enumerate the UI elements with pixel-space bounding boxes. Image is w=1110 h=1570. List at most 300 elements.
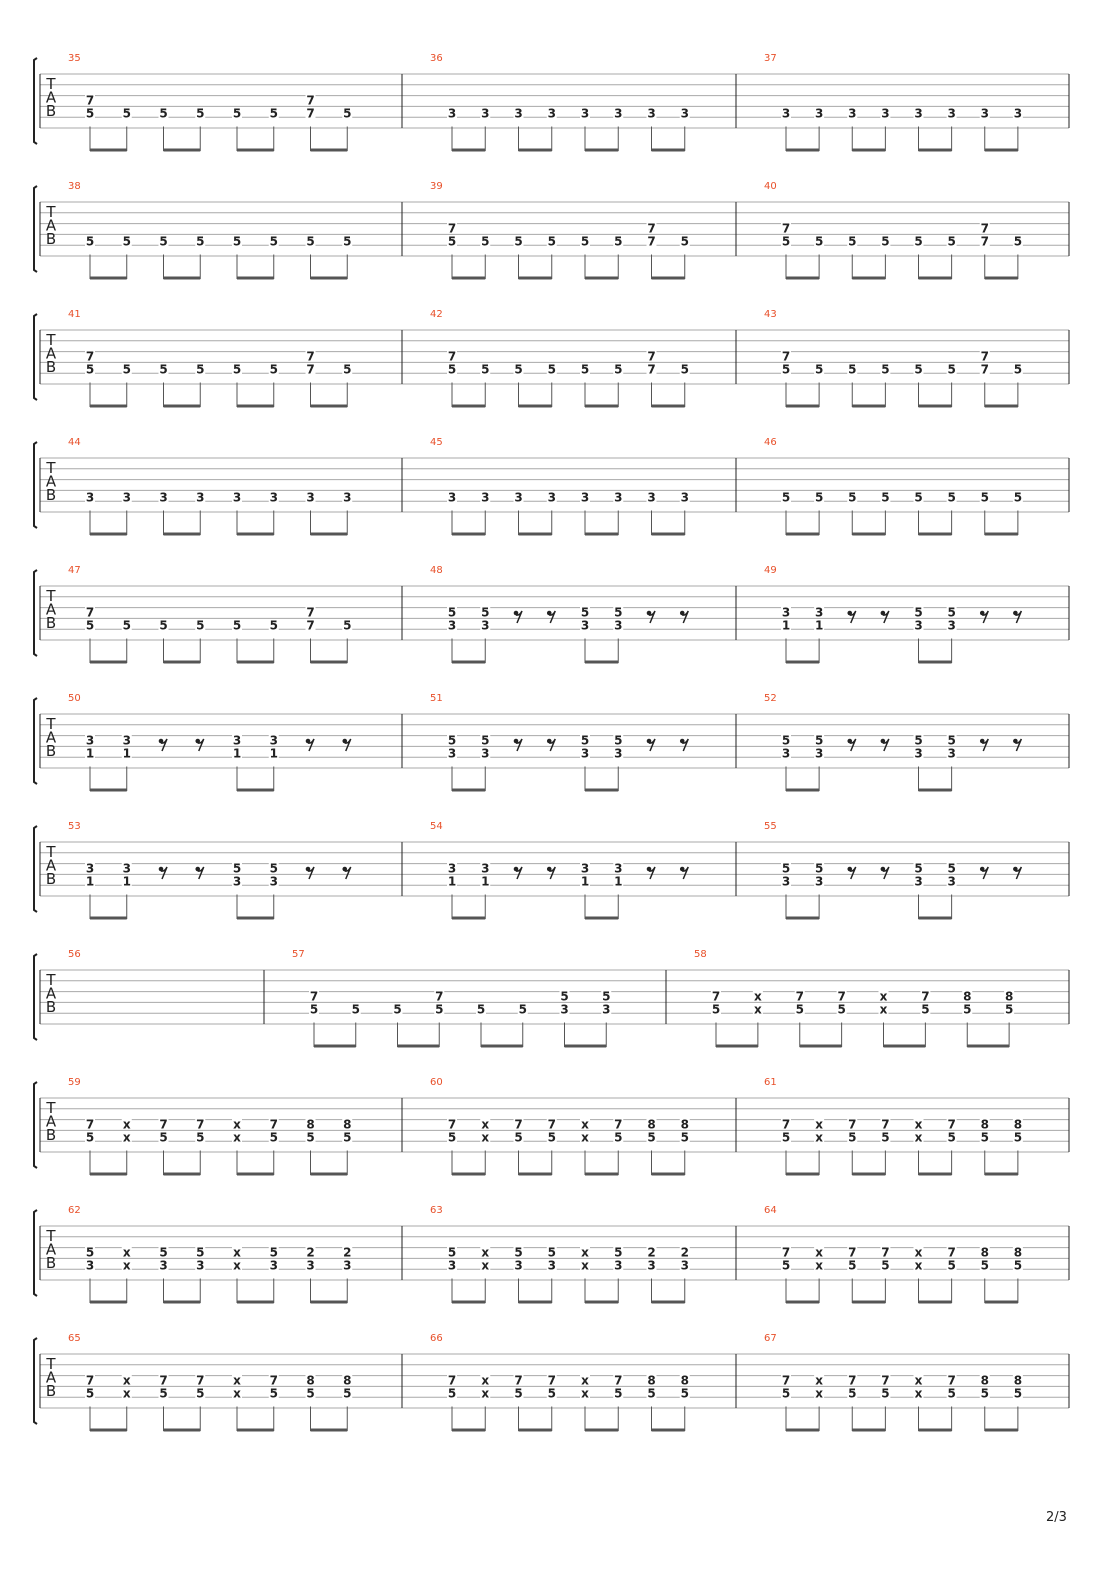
fret-number: 5 [914, 605, 923, 620]
fret-number: 5 [914, 733, 923, 748]
fret-number: 1 [614, 874, 623, 889]
fret-number: 5 [196, 362, 205, 377]
tab-system [34, 1205, 1069, 1304]
fret-number: 7 [447, 1117, 457, 1132]
note-beam [164, 149, 201, 152]
fret-number: 7 [447, 221, 457, 236]
eighth-rest-icon [514, 739, 522, 751]
eighth-rest-icon [647, 611, 655, 623]
fret-number: 5 [614, 234, 623, 249]
fret-number: 5 [514, 362, 523, 377]
fret-number: 3 [914, 874, 923, 889]
fret-number: x [815, 1117, 823, 1132]
fret-number: 5 [947, 1130, 956, 1145]
fret-number: 7 [306, 618, 315, 633]
eighth-rest-icon [1013, 739, 1021, 751]
fret-number: 5 [980, 1258, 989, 1273]
fret-number: 7 [647, 234, 656, 249]
measure-number: 37 [764, 53, 777, 64]
fret-number: 5 [1004, 1002, 1014, 1017]
note-beam [786, 277, 819, 280]
fret-number: x [815, 1373, 823, 1388]
note-beam [311, 1173, 348, 1176]
fret-number: 7 [269, 1117, 278, 1132]
fret-number: 5 [614, 362, 623, 377]
eighth-rest-icon [881, 867, 889, 879]
note-beam [90, 533, 127, 536]
measure-number: 52 [764, 693, 777, 704]
measure-number: 67 [764, 1333, 777, 1344]
fret-number: 5 [881, 1130, 890, 1145]
fret-number: 5 [196, 1245, 205, 1260]
fret-number: 5 [343, 1130, 352, 1145]
fret-number: 5 [947, 234, 956, 249]
fret-number: 3 [447, 1258, 457, 1273]
fret-number: x [581, 1117, 589, 1132]
fret-number: 5 [1013, 1258, 1023, 1273]
tab-clef-letter: A [45, 216, 57, 235]
note-beam [852, 1301, 885, 1304]
fret-number: 5 [481, 605, 490, 620]
note-beam [716, 1045, 758, 1048]
fret-number: 5 [781, 1130, 791, 1145]
fret-number: x [481, 1386, 490, 1401]
fret-number: 3 [580, 861, 590, 876]
fret-number: x [581, 1245, 589, 1260]
fret-number: 3 [481, 490, 490, 505]
measure-number: 39 [430, 181, 443, 192]
note-beam [519, 1429, 552, 1432]
fret-number: 5 [980, 490, 989, 505]
fret-number: 5 [881, 362, 890, 377]
note-beam [237, 1173, 274, 1176]
note-beam [652, 149, 685, 152]
note-beam [919, 789, 952, 792]
eighth-rest-icon [980, 611, 988, 623]
fret-number: x [233, 1258, 241, 1273]
fret-number: 7 [947, 1245, 956, 1260]
fret-number: 5 [547, 1245, 556, 1260]
fret-number: x [879, 989, 888, 1004]
tab-clef-letter: T [46, 715, 56, 733]
fret-number: 5 [196, 618, 205, 633]
note-beam [90, 149, 127, 152]
fret-number: 5 [447, 234, 457, 249]
fret-number: 5 [122, 618, 131, 633]
note-beam [90, 277, 127, 280]
eighth-rest-icon [306, 739, 314, 751]
note-beam [237, 661, 274, 664]
note-beam [852, 277, 885, 280]
fret-number: x [754, 989, 762, 1004]
fret-number: x [481, 1373, 490, 1388]
note-beam [786, 789, 819, 792]
fret-number: 5 [914, 234, 923, 249]
tab-system [34, 181, 1069, 280]
note-beam [652, 277, 685, 280]
fret-number: 7 [547, 1117, 556, 1132]
fret-number: 5 [848, 1386, 857, 1401]
fret-number: 7 [947, 1117, 956, 1132]
fret-number: 5 [781, 234, 791, 249]
fret-number: 5 [680, 362, 689, 377]
tab-clef-letter: B [45, 358, 57, 376]
fret-number: 7 [85, 349, 95, 364]
fret-number: x [481, 1258, 490, 1273]
fret-number: 5 [269, 1130, 278, 1145]
eighth-rest-icon [195, 867, 203, 879]
note-beam [237, 1301, 274, 1304]
tab-clef-letter: A [45, 728, 57, 747]
fret-number: 5 [947, 861, 956, 876]
measure-number: 49 [764, 565, 777, 576]
note-beam [585, 533, 618, 536]
tab-clef-letter: B [45, 486, 57, 504]
fret-number: 8 [680, 1117, 689, 1132]
fret-number: 7 [196, 1117, 205, 1132]
tab-clef-letter: A [45, 88, 57, 107]
fret-number: 7 [435, 989, 444, 1004]
note-beam [985, 149, 1018, 152]
fret-number: 3 [614, 746, 623, 761]
fret-number: 7 [980, 221, 989, 236]
note-beam [311, 661, 348, 664]
note-beam [452, 661, 485, 664]
fret-number: 3 [814, 106, 824, 121]
fret-number: 7 [881, 1373, 890, 1388]
fret-number: 3 [914, 106, 923, 121]
fret-number: 1 [85, 874, 95, 889]
tab-clef-letter: B [45, 1382, 57, 1400]
note-beam [452, 1173, 485, 1176]
note-beam [481, 1045, 523, 1048]
eighth-rest-icon [159, 739, 167, 751]
fret-number: 3 [447, 490, 457, 505]
tab-clef-letter: T [46, 331, 56, 349]
fret-number: 7 [85, 93, 95, 108]
fret-number: 8 [980, 1117, 989, 1132]
fret-number: 3 [647, 490, 656, 505]
fret-number: x [122, 1258, 131, 1273]
note-beam [919, 1173, 952, 1176]
eighth-rest-icon [980, 739, 988, 751]
fret-number: 7 [447, 1373, 457, 1388]
note-beam [786, 149, 819, 152]
eighth-rest-icon [847, 611, 855, 623]
fret-number: 7 [647, 362, 656, 377]
eighth-rest-icon [195, 739, 203, 751]
fret-number: 3 [85, 490, 95, 505]
fret-number: 5 [580, 733, 590, 748]
tab-clef-letter: B [45, 230, 57, 248]
fret-number: 3 [781, 605, 791, 620]
fret-number: x [233, 1373, 241, 1388]
fret-number: 5 [435, 1002, 444, 1017]
note-beam [585, 149, 618, 152]
fret-number: 7 [514, 1373, 523, 1388]
note-beam [786, 405, 819, 408]
note-beam [786, 1173, 819, 1176]
fret-number: 5 [514, 234, 523, 249]
system-bracket [34, 1082, 37, 1168]
fret-number: 7 [85, 605, 95, 620]
fret-number: x [122, 1373, 131, 1388]
fret-number: x [815, 1386, 823, 1401]
note-beam [919, 533, 952, 536]
fret-number: 3 [481, 106, 490, 121]
fret-number: 5 [881, 234, 890, 249]
fret-number: 5 [614, 1386, 623, 1401]
note-beam [237, 533, 274, 536]
note-beam [652, 1173, 685, 1176]
fret-number: 8 [343, 1373, 352, 1388]
tab-clef-letter: A [45, 984, 57, 1003]
fret-number: x [481, 1245, 490, 1260]
fret-number: 8 [1013, 1245, 1023, 1260]
fret-number: 5 [848, 1258, 857, 1273]
measure-number: 48 [430, 565, 443, 576]
fret-number: 3 [122, 733, 131, 748]
note-beam [652, 1301, 685, 1304]
note-beam [985, 277, 1018, 280]
note-beam [311, 149, 348, 152]
eighth-rest-icon [680, 611, 688, 623]
fret-number: 5 [447, 605, 457, 620]
fret-number: 3 [547, 490, 556, 505]
note-beam [90, 661, 127, 664]
tab-system [34, 437, 1069, 536]
tab-clef-letter: B [45, 614, 57, 632]
measure-number: 63 [430, 1205, 443, 1216]
fret-number: 5 [518, 1002, 527, 1017]
fret-number: 1 [85, 746, 95, 761]
fret-number: 5 [647, 1130, 656, 1145]
note-beam [852, 1173, 885, 1176]
fret-number: 7 [85, 1373, 95, 1388]
fret-number: 5 [159, 1130, 168, 1145]
fret-number: 1 [122, 746, 131, 761]
tab-system [34, 821, 1069, 920]
fret-number: 5 [85, 106, 95, 121]
fret-number: 3 [481, 746, 490, 761]
note-beam [311, 1429, 348, 1432]
fret-number: 7 [881, 1245, 890, 1260]
fret-number: 7 [647, 349, 656, 364]
fret-number: 5 [547, 1130, 556, 1145]
fret-number: 7 [781, 1245, 791, 1260]
fret-number: 3 [343, 1258, 352, 1273]
fret-number: 7 [306, 349, 315, 364]
note-beam [311, 533, 348, 536]
note-beam [652, 533, 685, 536]
fret-number: 5 [309, 1002, 319, 1017]
fret-number: 5 [85, 234, 95, 249]
fret-number: 5 [947, 1258, 956, 1273]
fret-number: 3 [85, 733, 95, 748]
fret-number: 3 [232, 490, 242, 505]
note-beam [852, 533, 885, 536]
fret-number: 3 [614, 106, 623, 121]
note-beam [786, 1429, 819, 1432]
fret-number: 5 [848, 1130, 857, 1145]
tab-clef-letter: A [45, 344, 57, 363]
note-beam [164, 1173, 201, 1176]
fret-number: 3 [647, 1258, 656, 1273]
measure-number: 61 [764, 1077, 777, 1088]
fret-number: 5 [1013, 362, 1023, 377]
fret-number: 5 [159, 618, 168, 633]
fret-number: x [815, 1130, 823, 1145]
note-beam [452, 1301, 485, 1304]
fret-number: 7 [881, 1117, 890, 1132]
system-bracket [34, 698, 37, 784]
note-beam [90, 1429, 127, 1432]
fret-number: 8 [1013, 1373, 1023, 1388]
system-bracket [34, 442, 37, 528]
fret-number: 1 [481, 874, 490, 889]
fret-number: 5 [814, 861, 824, 876]
fret-number: 2 [680, 1245, 689, 1260]
note-beam [585, 1301, 618, 1304]
fret-number: 7 [614, 1117, 623, 1132]
note-beam [237, 277, 274, 280]
fret-number: 5 [980, 1130, 989, 1145]
fret-number: 3 [122, 861, 131, 876]
fret-number: 5 [269, 362, 278, 377]
note-beam [452, 277, 485, 280]
fret-number: 5 [848, 234, 857, 249]
note-beam [985, 405, 1018, 408]
fret-number: 3 [269, 1258, 278, 1273]
fret-number: 3 [614, 490, 623, 505]
tab-clef-letter: B [45, 1126, 57, 1144]
fret-number: 7 [547, 1373, 556, 1388]
fret-number: 5 [814, 733, 824, 748]
note-beam [786, 1301, 819, 1304]
note-beam [519, 277, 552, 280]
fret-number: 5 [122, 106, 131, 121]
fret-number: 5 [1013, 1130, 1023, 1145]
fret-number: 3 [947, 618, 956, 633]
fret-number: 5 [343, 618, 352, 633]
fret-number: 3 [814, 874, 824, 889]
fret-number: 5 [614, 733, 623, 748]
fret-number: 3 [447, 106, 457, 121]
fret-number: 5 [547, 1386, 556, 1401]
note-beam [90, 917, 127, 920]
fret-number: 2 [647, 1245, 656, 1260]
fret-number: 7 [980, 362, 989, 377]
system-bracket [34, 1338, 37, 1424]
measure-number: 50 [68, 693, 81, 704]
fret-number: 5 [269, 618, 278, 633]
note-beam [519, 533, 552, 536]
fret-number: x [754, 1002, 762, 1017]
fret-number: 1 [232, 746, 242, 761]
eighth-rest-icon [514, 611, 522, 623]
fret-number: 5 [848, 362, 857, 377]
tab-clef-letter: T [46, 1355, 56, 1373]
measure-number: 58 [694, 949, 707, 960]
measure-number: 45 [430, 437, 443, 448]
fret-number: 5 [343, 362, 352, 377]
tab-clef-letter: T [46, 1099, 56, 1117]
fret-number: 8 [680, 1373, 689, 1388]
note-beam [985, 1301, 1018, 1304]
note-beam [90, 1301, 127, 1304]
note-beam [237, 917, 274, 920]
fret-number: 1 [269, 746, 278, 761]
fret-number: 1 [122, 874, 131, 889]
fret-number: 5 [947, 1386, 956, 1401]
note-beam [985, 533, 1018, 536]
fret-number: 5 [343, 106, 352, 121]
note-beam [585, 917, 618, 920]
fret-number: 8 [963, 989, 972, 1004]
tab-clef-letter: B [45, 870, 57, 888]
fret-number: 3 [232, 874, 242, 889]
fret-number: 5 [814, 490, 824, 505]
eighth-rest-icon [680, 739, 688, 751]
fret-number: 5 [914, 490, 923, 505]
system-bracket [34, 58, 37, 144]
fret-number: x [581, 1130, 589, 1145]
note-beam [565, 1045, 607, 1048]
fret-number: 3 [814, 746, 824, 761]
fret-number: 5 [481, 362, 490, 377]
tab-clef-letter: T [46, 1227, 56, 1245]
note-beam [519, 405, 552, 408]
fret-number: 5 [269, 1386, 278, 1401]
fret-number: x [815, 1245, 823, 1260]
fret-number: x [481, 1117, 490, 1132]
fret-number: 3 [781, 106, 791, 121]
fret-number: 7 [196, 1373, 205, 1388]
tab-system [34, 1077, 1069, 1176]
fret-number: 5 [614, 1130, 623, 1145]
measure-number: 42 [430, 309, 443, 320]
eighth-rest-icon [980, 867, 988, 879]
tab-clef-letter: B [45, 742, 57, 760]
fret-number: 5 [85, 1386, 95, 1401]
tab-clef-letter: A [45, 472, 57, 491]
fret-number: 3 [580, 490, 590, 505]
fret-number: 5 [914, 861, 923, 876]
fret-number: 5 [914, 362, 923, 377]
fret-number: 5 [122, 234, 131, 249]
fret-number: 5 [343, 234, 352, 249]
measure-number: 54 [430, 821, 443, 832]
fret-number: 5 [614, 1245, 623, 1260]
tab-clef-letter: B [45, 998, 57, 1016]
note-beam [452, 149, 485, 152]
fret-number: 5 [306, 234, 315, 249]
fret-number: x [914, 1373, 923, 1388]
fret-number: x [122, 1117, 131, 1132]
note-beam [585, 277, 618, 280]
fret-number: 7 [980, 349, 989, 364]
fret-number: 7 [159, 1373, 168, 1388]
eighth-rest-icon [514, 867, 522, 879]
fret-number: 5 [514, 1130, 523, 1145]
note-beam [164, 533, 201, 536]
fret-number: 3 [232, 733, 242, 748]
fret-number: 8 [980, 1245, 989, 1260]
fret-number: 5 [393, 1002, 402, 1017]
measure-number: 38 [68, 181, 81, 192]
note-beam [652, 405, 685, 408]
fret-number: 3 [980, 106, 989, 121]
